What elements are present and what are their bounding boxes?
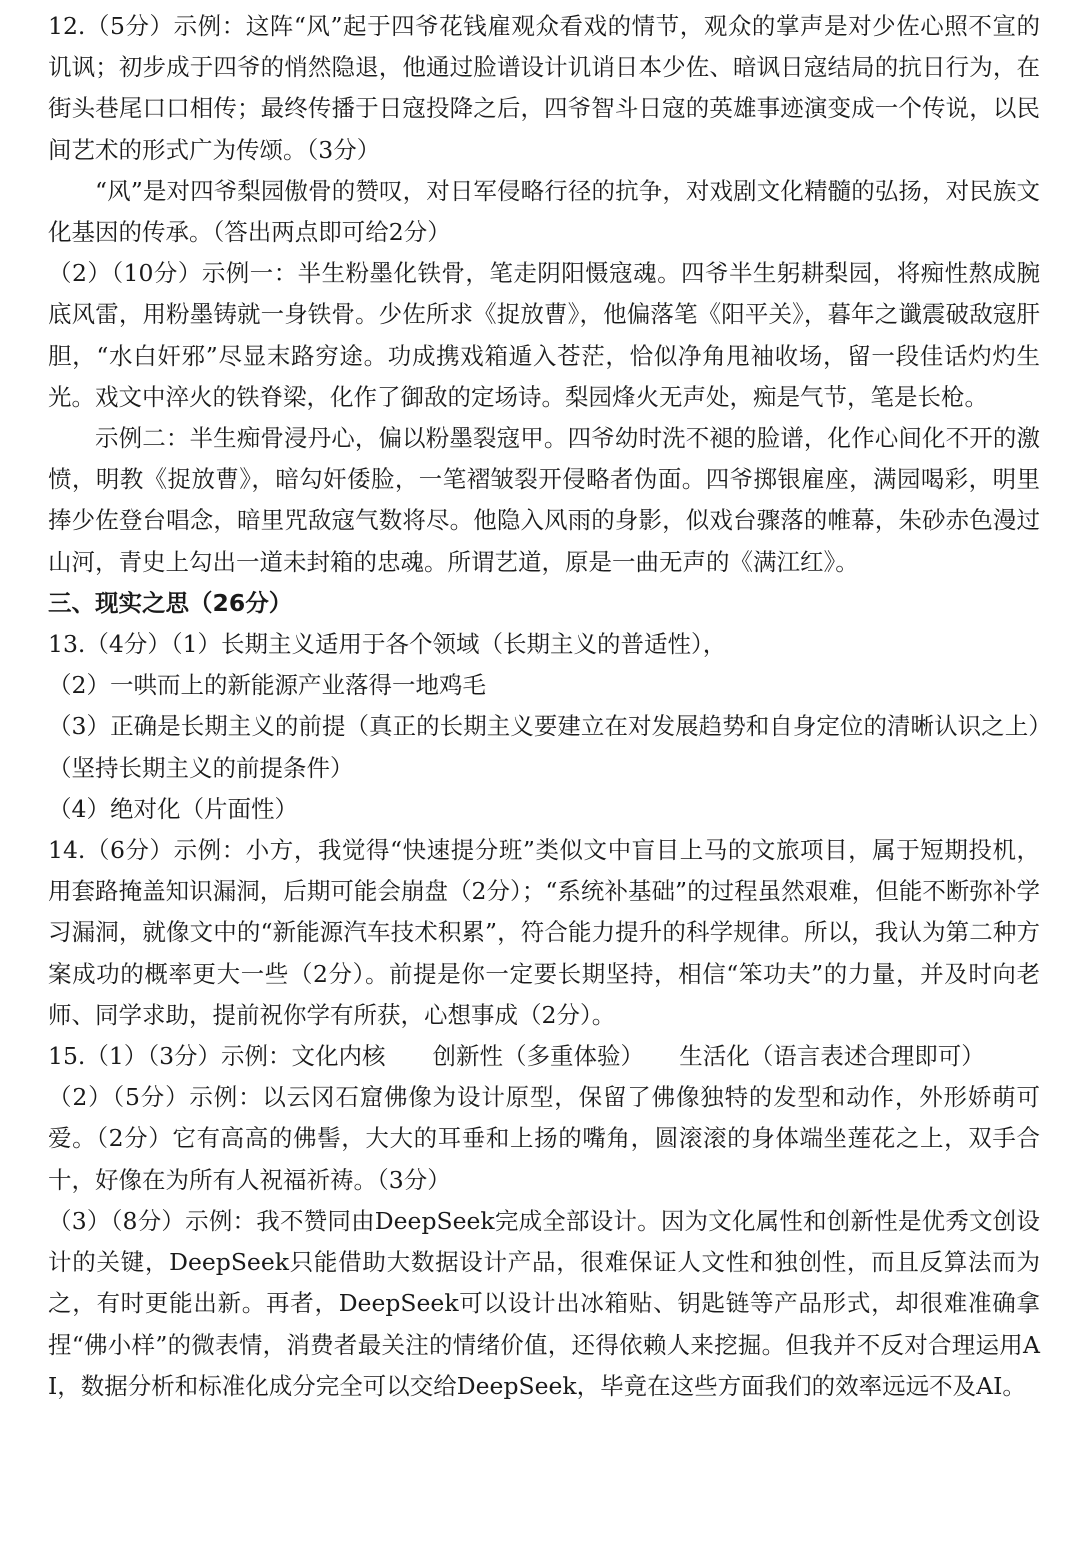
answer-14: 14.（6分）示例：小方，我觉得“快速提分班”类似文中盲目上马的文旅项目，属于短期投机，用套路掩盖知识漏洞，后期可能会崩盘（2分）；“系统补基础”的过程虽然艰难，但能不断弥补学习漏洞，就像文中的“新能源汽车技术积累”，符合能力提升的科学规律。所以，我认为第二种方案成功的概率更大一些（2分）。前提是你一定要长期坚持，相信“笨功夫”的力量，并及时向老师、同学求助，提前祝你学有所获，心想事成（2分）。 [48, 836, 1040, 1029]
answer-12-part1: 12.（5分）示例：这阵“风”起于四爷花钱雇观众看戏的情节，观众的掌声是对少佐心照不宣的讥讽；初步成于四爷的悄然隐退，他通过脸谱设计讥诮日本少佐、暗讽日寇结局的抗日行为，在街头巷尾口口相传；最终传播于日寇投降之后，四爷智斗日寇的英雄事迹演变成一个传说，以民间艺术的形式广为传颂。（3分） [48, 12, 1040, 164]
answer-13-item4: （4）绝对化（片面性） [48, 794, 298, 823]
answer-15-part2: （2）（5分）示例：以云冈石窟佛像为设计原型，保留了佛像独特的发型和动作，外形娇萌可爱。（2分）它有高高的佛髻，大大的耳垂和上扬的嘴角，圆滚滚的身体端坐莲花之上，双手合十，好像在为所有人祝福祈祷。（3分） [48, 1083, 1040, 1194]
answer-12-part2-example2: 示例二：半生痴骨浸丹心，偏以粉墨裂寇甲。四爷幼时洗不褪的脸谱，化作心间化不开的激愤，明教《捉放曹》，暗勾奸倭脸，一笔褶皱裂开侵略者伪面。四爷掷银雇座，满园喝彩，明里捧少佐登台唱念，暗里咒敌寇气数将尽。他隐入风雨的身影，似戏台骤落的帷幕，朱砂赤色漫过山河，青史上勾出一道未封箱的忠魂。所谓艺道，原是一曲无声的《满江红》。 [48, 424, 1040, 576]
answer-13-item3: （3）正确是长期主义的前提（真正的长期主义要建立在对发展趋势和自身定位的清晰认识之上）（坚持长期主义的前提条件） [48, 712, 1040, 782]
answer-12-part2-example1: （2）（10分）示例一：半生粉墨化铁骨，笔走阴阳慑寇魂。四爷半生躬耕梨园，将痴性熬成腕底风雷，用粉墨铸就一身铁骨。少佐所求《捉放曹》，他偏落笔《阳平关》，暮年之谶震破敌寇肝胆，“水白奸邪”尽显末路穷途。功成携戏箱遁入苍茫，恰似净角甩袖收场，留一段佳话灼灼生光。戏文中淬火的铁脊梁，化作了御敌的定场诗。梨园烽火无声处，痴是气节，笔是长枪。 [48, 259, 1040, 411]
answer-13-item2: （2）一哄而上的新能源产业落得一地鸡毛 [48, 671, 486, 700]
answer-key-page [48, 6, 1040, 1407]
answer-15-part1: 15.（1）（3分）示例：文化内核 创新性（多重体验） 生活化（语言表述合理即可） [48, 1042, 985, 1071]
answer-12-part1-meaning: “风”是对四爷梨园傲骨的赞叹，对日军侵略行径的抗争，对戏剧文化精髓的弘扬，对民族文化基因的传承。（答出两点即可给2分） [48, 176, 1040, 247]
answer-13-item1: 13.（4分）（1）长期主义适用于各个领域（长期主义的普适性）， [48, 630, 727, 659]
section-heading-reality: 三、现实之思（26分） [48, 588, 293, 617]
answer-15-part3: （3）（8分）示例：我不赞同由DeepSeek完成全部设计。因为文化属性和创新性是优秀文创设计的关键，DeepSeek只能借助大数据设计产品，很难保证人文性和独创性，而且反算法而为之，有时更能出新。再者，DeepSeek可以设计出冰箱贴、钥匙链等产品形式，却很难准确拿捏“佛小样”的微表情，消费者最关注的情绪价值，还得依赖人来挖掘。但我并不反对合理运用AI，数据分析和标准化成分完全可以交给DeepSeek，毕竟在这些方面我们的效率远远不及AI。 [48, 1206, 1040, 1400]
